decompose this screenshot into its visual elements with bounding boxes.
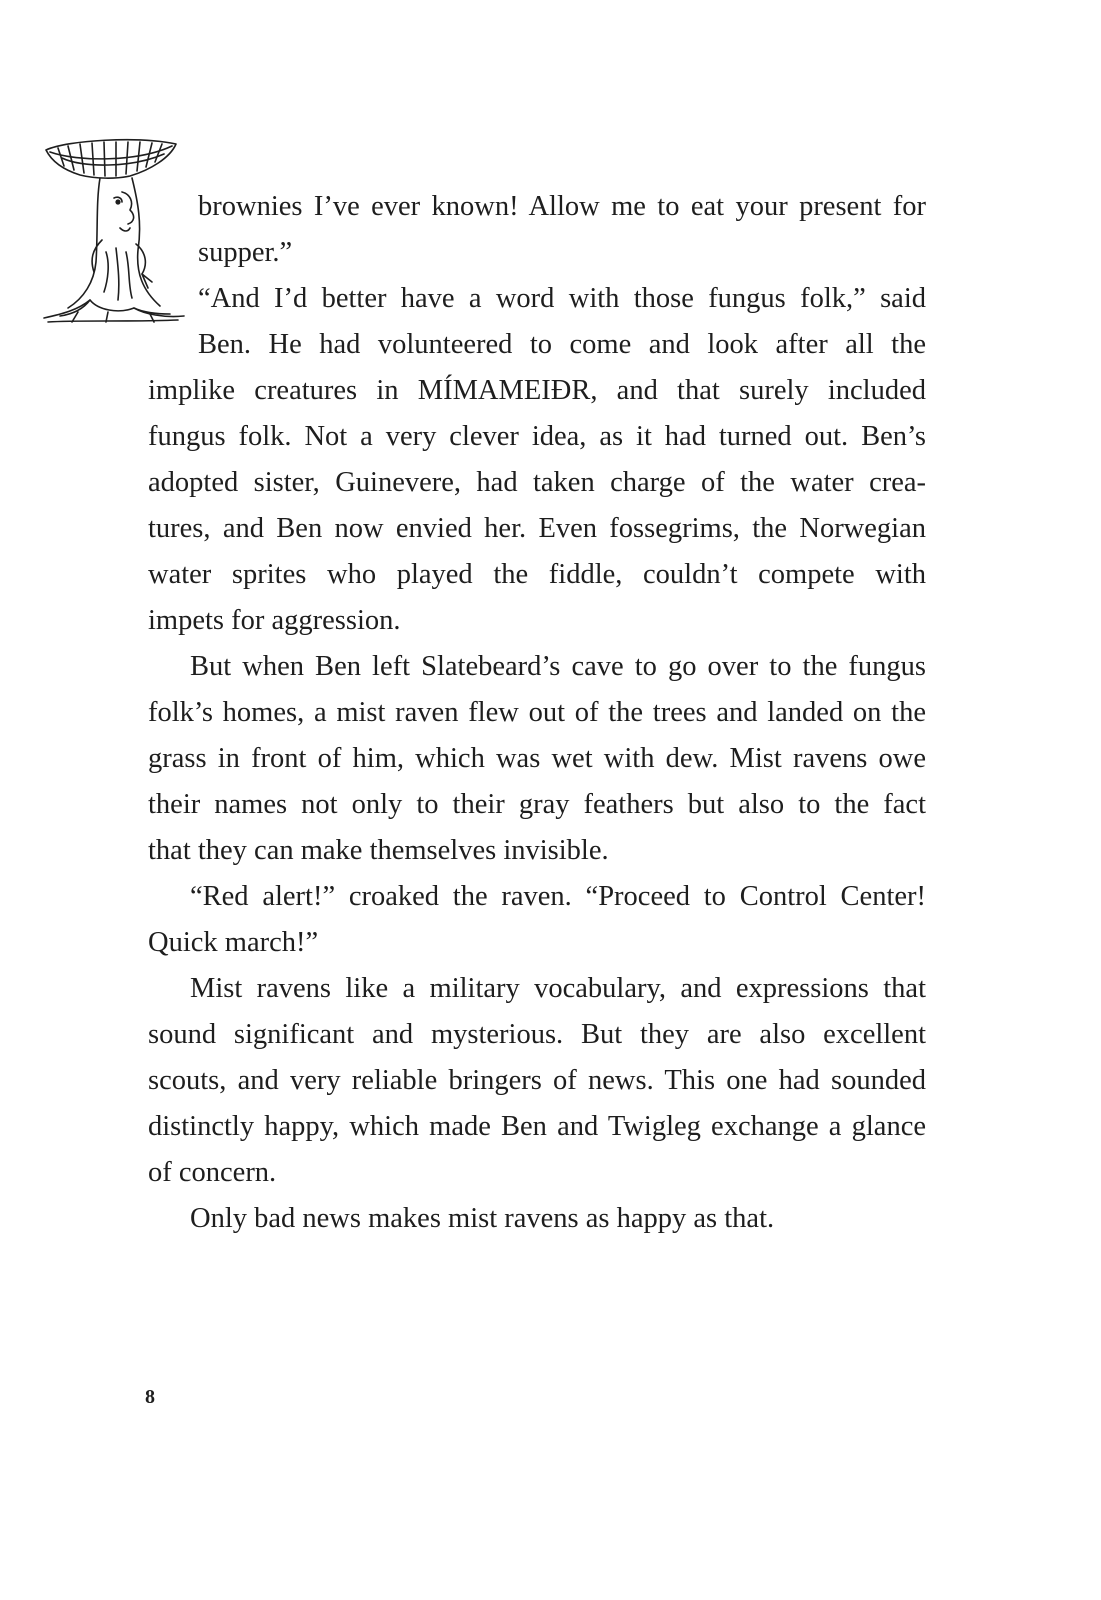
text-line: supper.” xyxy=(198,237,293,268)
text-line: But when Ben left Slatebeard’s cave to go over to the fungus xyxy=(190,651,926,682)
text-line: distinctly happy, which made Ben and Twigleg exchange a glance xyxy=(148,1111,926,1142)
text-line: Mist ravens like a military vocabulary, and expressions that xyxy=(190,973,926,1004)
text-line: their names not only to their gray feathers but also to the fact xyxy=(148,789,926,820)
text-line: Ben. He had volunteered to come and look after all the xyxy=(198,329,926,360)
text-line: scouts, and very reliable bringers of news. This one had sounded xyxy=(148,1065,926,1096)
text-line: Only bad news makes mist ravens as happy as that. xyxy=(190,1203,775,1234)
text-line: water sprites who played the fiddle, couldn’t compete with xyxy=(148,559,926,590)
text-line: grass in front of him, which was wet with dew. Mist ravens owe xyxy=(148,743,926,774)
text-line: folk’s homes, a mist raven flew out of the trees and landed on the xyxy=(148,697,926,728)
mushroom-creature-icon xyxy=(38,132,188,330)
text-line: “Red alert!” croaked the raven. “Proceed to Control Center! xyxy=(190,881,926,912)
text-line: “And I’d better have a word with those fungus folk,” said xyxy=(198,283,926,314)
text-line: implike creatures in MÍMAMEIÐR, and that surely included xyxy=(148,375,926,406)
text-line: brownies I’ve ever known! Allow me to eat your present for xyxy=(198,191,926,222)
text-line: of concern. xyxy=(148,1157,277,1188)
page-number: 8 xyxy=(145,1386,155,1408)
text-line: fungus folk. Not a very clever idea, as it had turned out. Ben’s xyxy=(148,421,926,452)
text-line: Quick march!” xyxy=(148,927,319,958)
text-line: tures, and Ben now envied her. Even fossegrims, the Norwegian xyxy=(148,513,926,544)
text-line: that they can make themselves invisible. xyxy=(148,835,609,866)
text-line: adopted sister, Guinevere, had taken charge of the water crea- xyxy=(148,467,926,498)
text-line: impets for aggression. xyxy=(148,605,401,636)
text-line: sound significant and mysterious. But they are also excellent xyxy=(148,1019,926,1050)
